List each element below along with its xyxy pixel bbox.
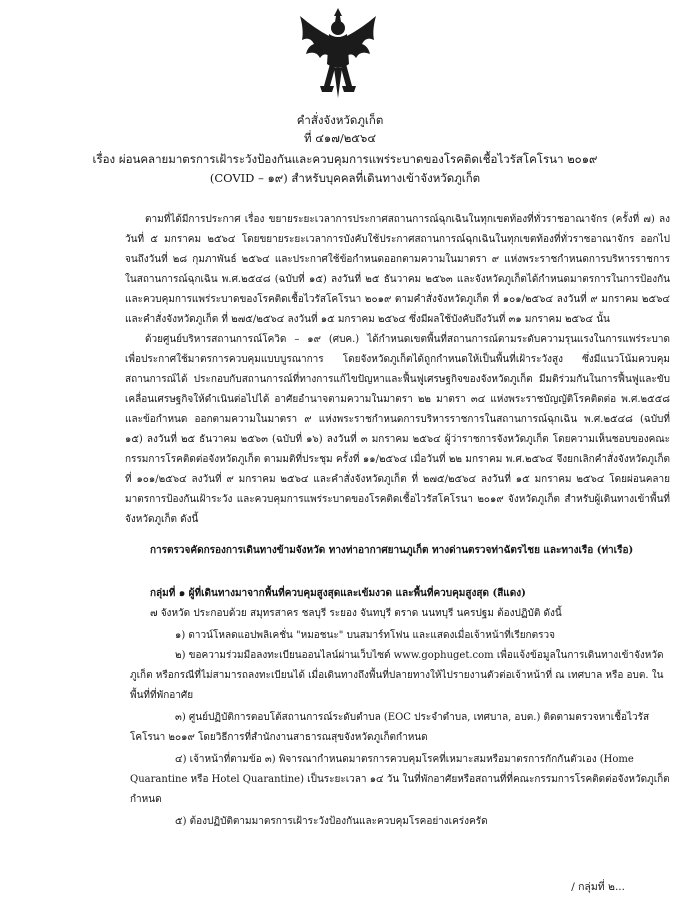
- order-number: ที่ ๔๑๗/๒๕๖๔: [303, 131, 377, 145]
- garuda-emblem-icon: [296, 6, 380, 100]
- list-item: ๕) ต้องปฏิบัติตามมาตรการเฝ้าระวังป้องกันและควบคุมโรคอย่างเคร่งครัด: [175, 816, 488, 827]
- group-1-title: กลุ่มที่ ๑ ผู้ที่เดินทางมาจากพื้นที่ควบคุมสูงสุดและเข้มงวด และพื้นที่ควบคุมสูงสุด (สีแดง): [150, 588, 526, 599]
- screening-heading: การตรวจคัดกรองการเดินทางข้ามจังหวัด ทางท่าอากาศยานภูเก็ต ทางด่านตรวจท่าฉัตรไชย และทางเรือ (ท่าเรือ): [150, 545, 634, 556]
- group-1-desc: ๗ จังหวัด ประกอบด้วย สมุทรสาคร ชลบุรี ระยอง จันทบุรี ตราด นนทบุรี นครปฐม ต้องปฏิบัติ ดังนี้: [150, 608, 562, 619]
- paragraph-2-text: ด้วยศูนย์บริหารสถานการณ์โควิด – ๑๙ (ศบค.) ได้กำหนดเขตพื้นที่สถานการณ์ตามระดับความรุนแรงในการแพร่ระบาด เพื่อประกาศใช้มาตรการควบคุมแบบบูรณาการ โดยจังหวัดภูเก็ตได้ถูกกำหนดให้เป็นพื้นที่เฝ้าระวังสูง ซึ่งมีแนวโน้มควบคุมสถานการณ์ได้ ประกอบกับสถานการณ์ที่ทางการแก้ไขปัญหาและฟื้นฟูเศรษฐกิจของจังหวัดภูเก็ต มีมติร่วมกันในการฟื้นฟูและขับเคลื่อนเศรษฐกิจให้ดำเนินต่อไปได้ อาศัยอำนาจตามความในมาตรา ๒๒ มาตรา ๓๔ แห่งพระราชบัญญัติโรคติดต่อ พ.ศ.๒๕๕๘ และข้อกำหนด ออกตามความในมาตรา ๙ แห่งพระราชกำหนดการบริหารราชการในสถานการณ์ฉุกเฉิน พ.ศ.๒๕๔๘ (ฉบับที่ ๑๕) ลงวันที่ ๒๕ ธันวาคม ๒๕๖๓ (ฉบับที่ ๑๖) ลงวันที่ ๓ มกราคม ๒๕๖๔ ผู้ว่าราชการจังหวัดภูเก็ต โดยความเห็นชอบของคณะกรรมการโรคติดต่อจังหวัดภูเก็ต ตามมติที่ประชุม ครั้งที่ ๑๑/๒๕๖๔ เมื่อวันที่ ๒๒ มกราคม พ.ศ.๒๕๖๔ จึงยกเลิกคำสั่งจังหวัดภูเก็ต ที่ ๑๐๑/๒๕๖๔ ลงวันที่ ๙ มกราคม ๒๕๖๔ และคำสั่งจังหวัดภูเก็ต ที่ ๒๗๕/๒๕๖๔ ลงวันที่ ๑๕ มกราคม ๒๕๖๔ โดยผ่อนคลายมาตรการป้องกันเฝ้าระวัง และควบคุมการแพร่ระบาดของโรคติดเชื้อไวรัสโคโรนา ๒๐๑๙ จังหวัดภูเก็ต สำหรับผู้เดินทางเข้าพื้นที่จังหวัดภูเก็ต ดังนี้: [125, 334, 670, 525]
- paragraph-1-text: ตามที่ได้มีการประกาศ เรื่อง ขยายระยะเวลาการประกาศสถานการณ์ฉุกเฉินในทุกเขตท้องที่ทั่วราชอาณาจักร (ครั้งที่ ๗) ลงวันที่ ๕ มกราคม ๒๕๖๔ โดยขยายระยะเวลาการบังคับใช้ประกาศสถานการณ์ฉุกเฉินในทุกเขตท้องที่ทั่วราชอาณาจักร ออกไปจนถึงวันที่ ๒๘ กุมภาพันธ์ ๒๕๖๔ และประกาศใช้ข้อกำหนดออกตามความในมาตรา ๙ แห่งพระราชกำหนดการบริหารราชการในสถานการณ์ฉุกเฉิน พ.ศ.๒๕๔๘ (ฉบับที่ ๑๕) ลงวันที่ ๒๕ ธันวาคม ๒๕๖๓ และจังหวัดภูเก็ตได้กำหนดมาตรการในการป้องกันและควบคุมการแพร่ระบาดของโรคติดเชื้อไวรัสโคโรนา ๒๐๑๙ ตามคำสั่งจังหวัดภูเก็ต ที่ ๑๐๑/๒๕๖๔ ลงวันที่ ๙ มกราคม ๒๕๖๔ และคำสั่งจังหวัดภูเก็ต ที่ ๒๗๕/๒๕๖๔ ลงวันที่ ๑๕ มกราคม ๒๕๖๔ ซึ่งมีผลใช้บังคับถึงวันที่ ๓๑ มกราคม ๒๕๖๔ นั้น: [125, 214, 670, 325]
- group-1-block: [150, 584, 670, 624]
- paragraph-1: [125, 210, 670, 530]
- list-item: ๓) ศูนย์ปฏิบัติการตอบโต้สถานการณ์ระดับตำบล (EOC ประจำตำบล, เทศบาล, อบต.) ติดตามตรวจหาเชื้อไวรัสโคโรนา ๒๐๑๙ โดยวิธีการที่สำนักงานสาธารณสุขจังหวัดภูเก็ตกำหนด: [130, 712, 650, 743]
- order-title: คำสั่งจังหวัดภูเก็ต: [296, 113, 384, 127]
- subject-line-1: เรื่อง ผ่อนคลายมาตรการเฝ้าระวังป้องกันและควบคุมการแพร่ระบาดของโรคติดเชื้อไวรัสโคโรนา ๒๐๑๙: [92, 152, 598, 166]
- list-item: ๑) ดาวน์โหลดแอปพลิเคชั่น "หมอชนะ" บนสมาร์ทโฟน และแสดงเมื่อเจ้าหน้าที่เรียกตรวจ: [175, 630, 555, 641]
- list-item: ๒) ขอความร่วมมือลงทะเบียนออนไลน์ผ่านเว็บไซต์ www.gophuget.com เพื่อแจ้งข้อมูลในการเดินทางเข้าจังหวัดภูเก็ต หรือกรณีที่ไม่สามารถลงทะเบียนได้ เมื่อเดินทางถึงพื้นที่ปลายทางให้ไปรายงานตัวต่อเจ้าหน้าที่ ณ เทศบาล หรือ อบต. ในพื้นที่ที่พักอาศัย: [130, 650, 664, 701]
- subject-line-2: (COVID – ๑๙) สำหรับบุคคลที่เดินทางเข้าจังหวัดภูเก็ต: [209, 171, 481, 185]
- list-item: ๔) เจ้าหน้าที่ตามข้อ ๓) พิจารณากำหนดมาตรการควบคุมโรคที่เหมาะสมหรือมาตรการกักกันตัวเอง (Home Quarantine หรือ Hotel Quarantine) เป็นระยะเวลา ๑๔ วัน ในที่พักอาศัยหรือสถานที่ที่คณะกรรมการโรคติดต่อจังหวัดภูเก็ตกำหนด: [130, 754, 670, 805]
- continuation-note: / กลุ่มที่ ๒...: [571, 881, 625, 893]
